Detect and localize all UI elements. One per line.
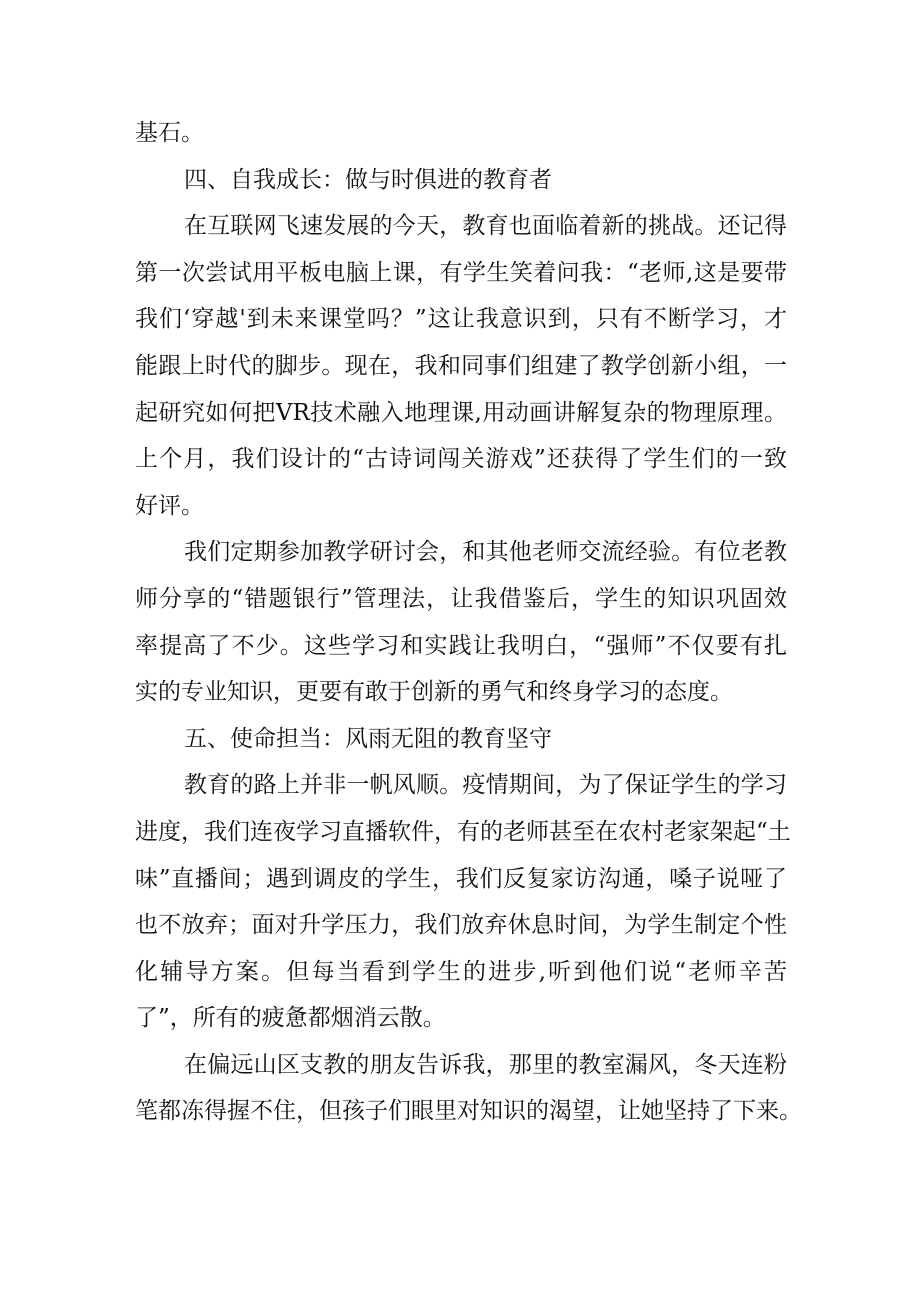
section-heading-mission: 五、使命担当：风雨无阻的教育坚守 <box>184 725 552 752</box>
paragraph-line: 起研究如何把VR技术融入地理课,用动画讲解复杂的物理原理。 <box>135 399 787 426</box>
paragraph-line: 上个月，我们设计的“古诗词闯关游戏”还获得了学生们的一致 <box>135 446 787 473</box>
paragraph-line: 师分享的“错题银行”管理法，让我借鉴后，学生的知识巩固效 <box>135 585 787 612</box>
paragraph-line: 率提高了不少。这些学习和实践让我明白，“强师”不仅要有扎 <box>135 632 787 659</box>
paragraph-line: 化辅导方案。但每当看到学生的进步,听到他们说“老师辛苦 <box>135 958 787 985</box>
paragraph-line: 我们‘穿越'到未来课堂吗？”这让我意识到，只有不断学习，才 <box>135 306 787 333</box>
paragraph-line: 味”直播间；遇到调皮的学生，我们反复家访沟通，嗓子说哑了 <box>135 865 787 892</box>
paragraph-line: 笔都冻得握不住，但孩子们眼里对知识的渴望，让她坚持了下来。 <box>135 1098 802 1125</box>
paragraph-line: 第一次尝试用平板电脑上课，有学生笑着问我：“老师,这是要带 <box>135 259 787 286</box>
paragraph-line: 也不放弃；面对升学压力，我们放弃休息时间，为学生制定个性 <box>135 912 787 939</box>
paragraph-line: 在互联网飞速发展的今天，教育也面临着新的挑战。还记得 <box>184 213 787 240</box>
paragraph-line: 进度，我们连夜学习直播软件，有的老师甚至在农村老家架起“土 <box>135 818 791 845</box>
paragraph-line: 教育的路上并非一帆风顺。疫情期间，为了保证学生的学习 <box>184 772 787 799</box>
paragraph-line: 我们定期参加教学研讨会，和其他老师交流经验。有位老教 <box>184 539 787 566</box>
paragraph-line: 好评。 <box>135 492 204 519</box>
paragraph-line: 能跟上时代的脚步。现在，我和同事们组建了教学创新小组，一 <box>135 352 787 379</box>
paragraph-line: 基石。 <box>135 120 204 146</box>
paragraph-line: 了”，所有的疲惫都烟消云散。 <box>135 1005 446 1032</box>
section-heading-self-growth: 四、自我成长：做与时俱进的教育者 <box>184 166 552 193</box>
paragraph-line: 实的专业知识，更要有敢于创新的勇气和终身学习的态度。 <box>135 679 733 706</box>
paragraph-line: 在偏远山区支教的朋友告诉我，那里的教室漏风，冬天连粉 <box>184 1051 787 1078</box>
document-body <box>135 110 802 1135</box>
